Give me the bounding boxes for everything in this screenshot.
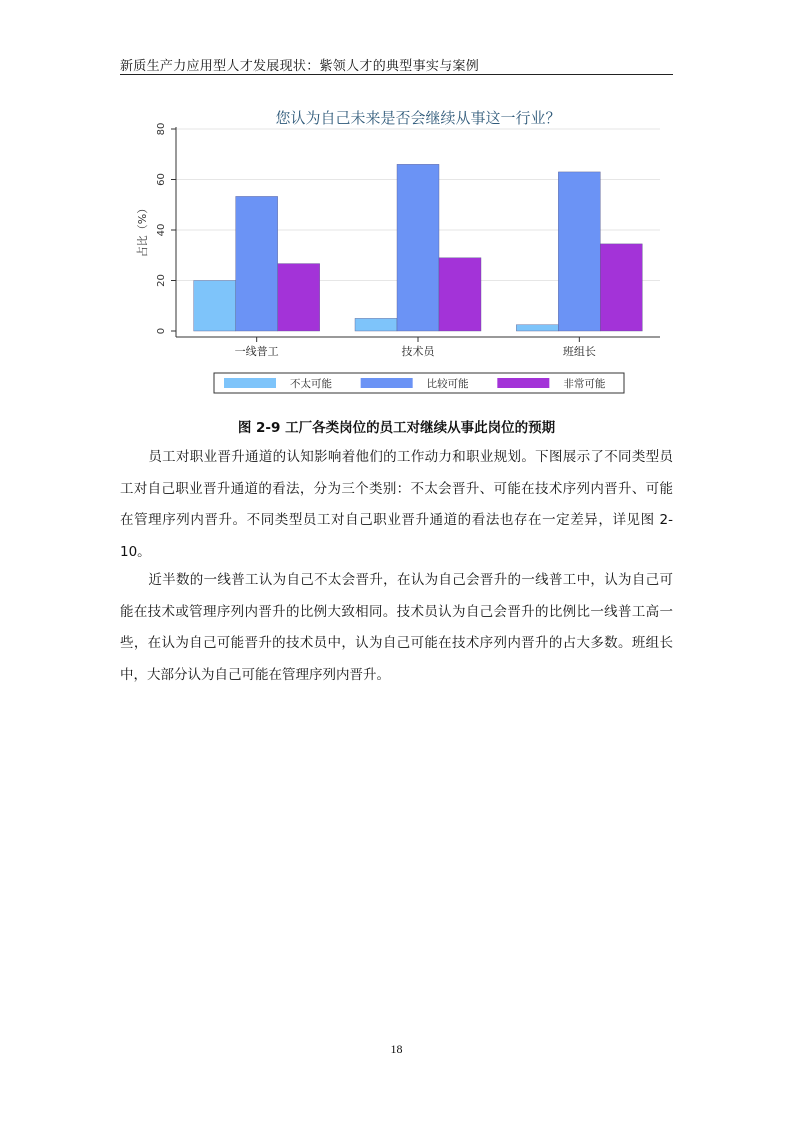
legend-label: 非常可能 [563,378,606,390]
bar-非常可能 [439,258,481,331]
paragraph-2-text: 近半数的一线普工认为自己不太会晋升，在认为自己会晋升的一线普工中，认为自己可能在技术或管理序列内晋升的比例大致相同。技术员认为自己会晋升的比例比一线普工高一些，在认为自己可能晋升的技术员中，认为自己可能在技术序列内晋升的占大多数。班组长中，大部分认为自己可能在管理序列内晋升。 [120,572,673,683]
legend-swatch [497,378,549,388]
figure-chart [120,95,673,410]
bar-非常可能 [600,244,642,331]
bar-不太可能 [194,281,236,332]
chart-title: 您认为自己未来是否会继续从事这一行业？ [275,109,561,127]
bar-不太可能 [516,325,558,331]
bar-不太可能 [355,318,397,331]
legend-label: 不太可能 [290,378,332,390]
bar-chart [120,95,673,410]
running-header: 新质生产力应用型人才发展现状：紫领人才的典型事实与案例 [120,59,480,74]
x-tick-label: 一线普工 [234,345,279,358]
legend-swatch [361,378,413,388]
bar-比较可能 [236,196,278,331]
paragraph-1 [120,442,673,568]
y-tick-label: 0 [156,327,167,335]
legend-label: 比较可能 [426,378,469,390]
page-number: 18 [390,1042,403,1056]
x-tick-label: 技术员 [401,345,435,358]
legend-swatch [224,378,276,388]
y-tick-label: 20 [156,274,167,287]
paragraph-1-text: 员工对职业晋升通道的认知影响着他们的工作动力和职业规划。下图展示了不同类型员工对自己职业晋升通道的看法，分为三个类别：不太会晋升、可能在技术序列内晋升、可能在管理序列内晋升。不同类型员工对自己职业晋升通道的看法也存在一定差异，详见图 2-10。 [120,449,673,560]
x-tick-label: 班组长 [562,345,596,358]
paragraph-2 [120,565,673,691]
y-axis-label: 占比（%） [136,202,149,258]
figure-caption: 图 2-9 工厂各类岗位的员工对继续从事此岗位的预期 [237,420,556,436]
bar-比较可能 [397,164,439,331]
y-tick-label: 80 [156,122,167,136]
y-tick-label: 40 [156,223,167,237]
bar-非常可能 [278,264,320,331]
y-tick-label: 60 [156,173,167,186]
bar-比较可能 [558,172,600,331]
header-rule [120,74,673,75]
